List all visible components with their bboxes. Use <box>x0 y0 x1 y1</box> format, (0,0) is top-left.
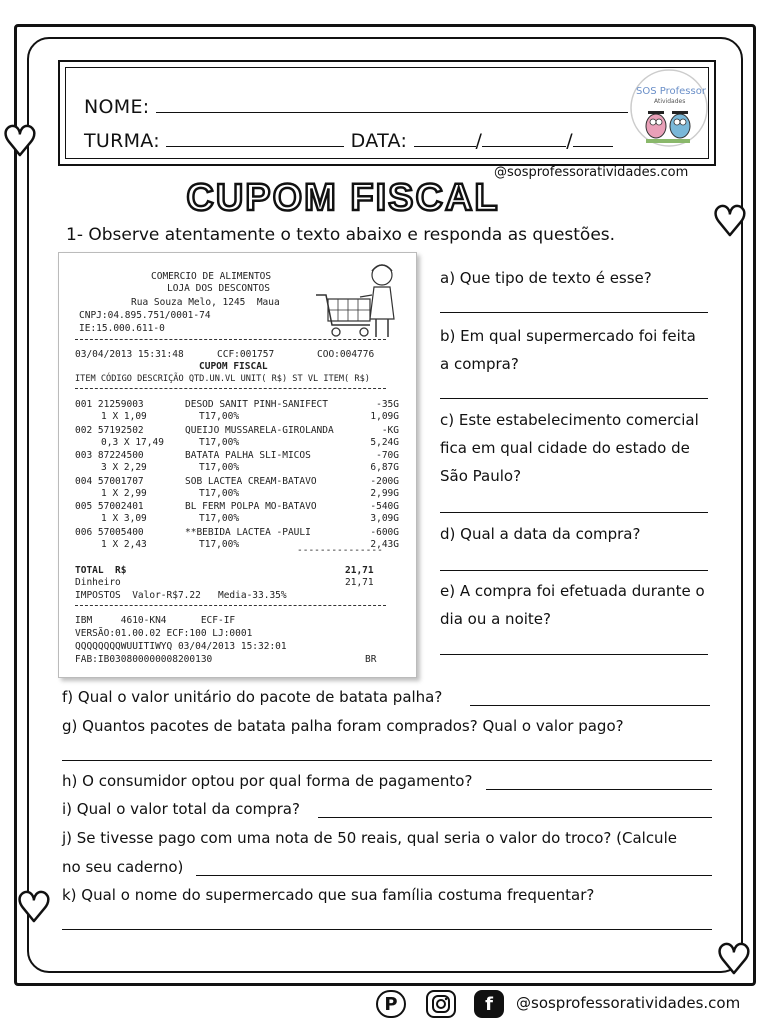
date-year-field[interactable] <box>573 130 613 147</box>
receipt-item-total: 2,43G <box>370 538 399 550</box>
receipt-ie: IE:15.000.611-0 <box>79 323 165 334</box>
name-field[interactable] <box>156 96 628 113</box>
question-j-line-2: no seu caderno) <box>62 858 184 876</box>
receipt-item-quantity: 1 X 3,09 <box>101 513 147 524</box>
class-date-row <box>84 130 613 152</box>
receipt-image <box>58 252 417 678</box>
answer-line-i[interactable] <box>318 817 712 818</box>
receipt-item-unit: -70G <box>376 450 399 461</box>
receipt-cnpj: CNPJ:04.895.751/0001-74 <box>79 310 211 321</box>
receipt-paid-label: Dinheiro <box>75 577 121 588</box>
question-h: h) O consumidor optou por qual forma de pagamento? <box>62 772 473 790</box>
question-g: g) Quantos pacotes de batata palha foram comprados? Qual o valor pago? <box>62 717 624 735</box>
receipt-code-line: QQQQQQQQWUUITIWYQ 03/04/2013 15:32:01 <box>75 641 287 652</box>
name-row <box>84 96 628 118</box>
receipt-item-tax: T17,00% <box>199 411 240 422</box>
receipt-item-code: 001 21259003 <box>75 399 144 410</box>
date-label: DATA: <box>350 130 408 152</box>
answer-line-g[interactable] <box>62 760 712 761</box>
answer-line-b[interactable] <box>440 398 708 399</box>
receipt-item-total: 3,09G <box>370 513 399 524</box>
receipt-address: Rua Souza Melo, 1245 Maua <box>131 297 280 308</box>
question-a: a) Que tipo de texto é esse? <box>440 269 652 287</box>
logo-subtext: Atividades <box>654 98 686 105</box>
receipt-item-quantity: 1 X 2,43 <box>101 538 147 550</box>
pinterest-icon[interactable] <box>376 990 406 1018</box>
page-title-text: CUPOM FISCAL <box>186 177 500 219</box>
receipt-paid-value: 21,71 <box>345 577 374 588</box>
receipt-fab-line: FAB:IB030800000008200130 <box>75 654 213 665</box>
receipt-item-quantity: 0,3 X 17,49 <box>101 436 164 448</box>
instagram-icon[interactable] <box>426 990 456 1018</box>
answer-line-h[interactable] <box>486 789 712 790</box>
page-title <box>178 172 508 222</box>
receipt-item-description: SOB LACTEA CREAM-BATAVO <box>185 475 317 487</box>
heart-icon: ♥ <box>716 937 752 983</box>
receipt-total-label: TOTAL R$ <box>75 565 127 576</box>
receipt-item-description: BATATA PALHA SLI-MICOS <box>185 450 311 461</box>
logo-text: SOS Professor <box>636 86 706 97</box>
receipt-ccf: CCF:001757 <box>217 349 275 360</box>
question-f: f) Qual o valor unitário do pacote de batata palha? <box>62 688 443 706</box>
date-separator: / <box>566 130 573 152</box>
receipt-item-quantity: 1 X 1,09 <box>101 411 147 422</box>
question-c-line-2: fica em qual cidade do estado de <box>440 439 690 457</box>
date-day-field[interactable] <box>414 130 476 147</box>
answer-line-k[interactable] <box>62 929 712 930</box>
receipt-item-description: DESOD SANIT PINH-SANIFECT <box>185 399 328 410</box>
receipt-item-tax: T17,00% <box>199 462 240 473</box>
shopping-cart-girl-icon <box>314 259 404 345</box>
question-b-line-1: b) Em qual supermercado foi feita <box>440 327 696 345</box>
facebook-icon[interactable] <box>474 990 504 1018</box>
date-separator: / <box>475 130 483 152</box>
sos-professor-logo <box>626 64 712 160</box>
question-b-line-2: a compra? <box>440 355 519 373</box>
receipt-item-code: 005 57002401 <box>75 501 144 512</box>
receipt-item-tax: T17,00% <box>199 436 240 448</box>
answer-line-a[interactable] <box>440 312 708 313</box>
receipt-coo: COO:004776 <box>317 349 375 360</box>
receipt-datetime: 03/04/2013 15:31:48 <box>75 349 184 360</box>
answer-line-j[interactable] <box>196 875 712 876</box>
receipt-store-name: COMERCIO DE ALIMENTOS <box>151 271 272 282</box>
receipt-item-unit: -540G <box>370 501 399 512</box>
heart-icon: ♥ <box>2 119 38 165</box>
question-k: k) Qual o nome do supermercado que sua família costuma frequentar? <box>62 886 595 904</box>
receipt-item-quantity: 3 X 2,29 <box>101 462 147 473</box>
receipt-item-description: **BEBIDA LACTEA -PAULI <box>185 526 311 538</box>
receipt-item-total: 2,99G <box>370 487 399 499</box>
question-c-line-3: São Paulo? <box>440 467 522 485</box>
receipt-item-unit: -35G <box>376 399 399 410</box>
date-month-field[interactable] <box>482 130 566 147</box>
receipt-dashes: --------------- <box>297 545 383 556</box>
question-c-line-1: c) Este estabelecimento comercial <box>440 411 699 429</box>
receipt-item-description: QUEIJO MUSSARELA-GIROLANDA <box>185 424 334 436</box>
answer-line-c[interactable] <box>440 512 708 513</box>
receipt-item-code: 003 87224500 <box>75 450 144 461</box>
receipt-item-tax: T17,00% <box>199 487 240 499</box>
pinterest-glyph: P <box>384 993 398 1015</box>
handle-text: @sosprofessoratividades.com <box>494 165 689 180</box>
receipt-ibm-line: IBM 4610-KN4 ECF-IF <box>75 615 236 626</box>
question-j-line-1: j) Se tivesse pago com uma nota de 50 reais, qual seria o valor do troco? (Calcule <box>62 829 677 847</box>
receipt-item-total: 1,09G <box>370 411 399 422</box>
receipt-heading: CUPOM FISCAL <box>199 361 268 372</box>
receipt-item-code: 002 57192502 <box>75 424 144 436</box>
answer-line-d[interactable] <box>440 570 708 571</box>
receipt-item-tax: T17,00% <box>199 538 240 550</box>
receipt-item-total: 6,87G <box>370 462 399 473</box>
receipt-item-description: BL FERM POLPA MO-BATAVO <box>185 501 317 512</box>
receipt-item-code: 006 57005400 <box>75 526 144 538</box>
class-field[interactable] <box>166 130 344 147</box>
question-e-line-2: dia ou a noite? <box>440 610 551 628</box>
footer-handle: @sosprofessoratividades.com <box>516 994 741 1012</box>
receipt-total-value: 21,71 <box>345 565 374 576</box>
receipt-item-code: 004 57001707 <box>75 475 144 487</box>
answer-line-e[interactable] <box>440 654 708 655</box>
facebook-glyph: f <box>485 993 493 1015</box>
instruction-text: 1- Observe atentamente o texto abaixo e responda as questões. <box>66 225 616 245</box>
heart-icon: ♥ <box>16 885 52 931</box>
receipt-item-tax: T17,00% <box>199 513 240 524</box>
receipt-item-total: 5,24G <box>370 436 399 448</box>
receipt-item-unit: -600G <box>370 526 399 538</box>
question-d: d) Qual a data da compra? <box>440 525 641 543</box>
class-label: TURMA: <box>84 130 160 152</box>
receipt-fab-suffix: BR <box>365 654 377 665</box>
question-e-line-1: e) A compra foi efetuada durante o <box>440 582 705 600</box>
receipt-version-line: VERSÃO:01.00.02 ECF:100 LJ:0001 <box>75 628 253 639</box>
receipt-item-unit: -KG <box>381 424 399 436</box>
answer-line-f[interactable] <box>470 705 710 706</box>
receipt-item-unit: -200G <box>370 475 399 487</box>
heart-icon: ♥ <box>712 199 748 245</box>
receipt-taxes: IMPOSTOS Valor-R$7.22 Media-33.35% <box>75 590 287 601</box>
question-i: i) Qual o valor total da compra? <box>62 800 300 818</box>
receipt-columns: ITEM CÓDIGO DESCRIÇÃO QTD.UN.VL UNIT( R$) ST VL ITEM( R$) <box>75 374 370 384</box>
receipt-store-subtitle: LOJA DOS DESCONTOS <box>167 283 270 294</box>
name-label: NOME: <box>84 96 150 118</box>
receipt-item-quantity: 1 X 2,99 <box>101 487 147 499</box>
